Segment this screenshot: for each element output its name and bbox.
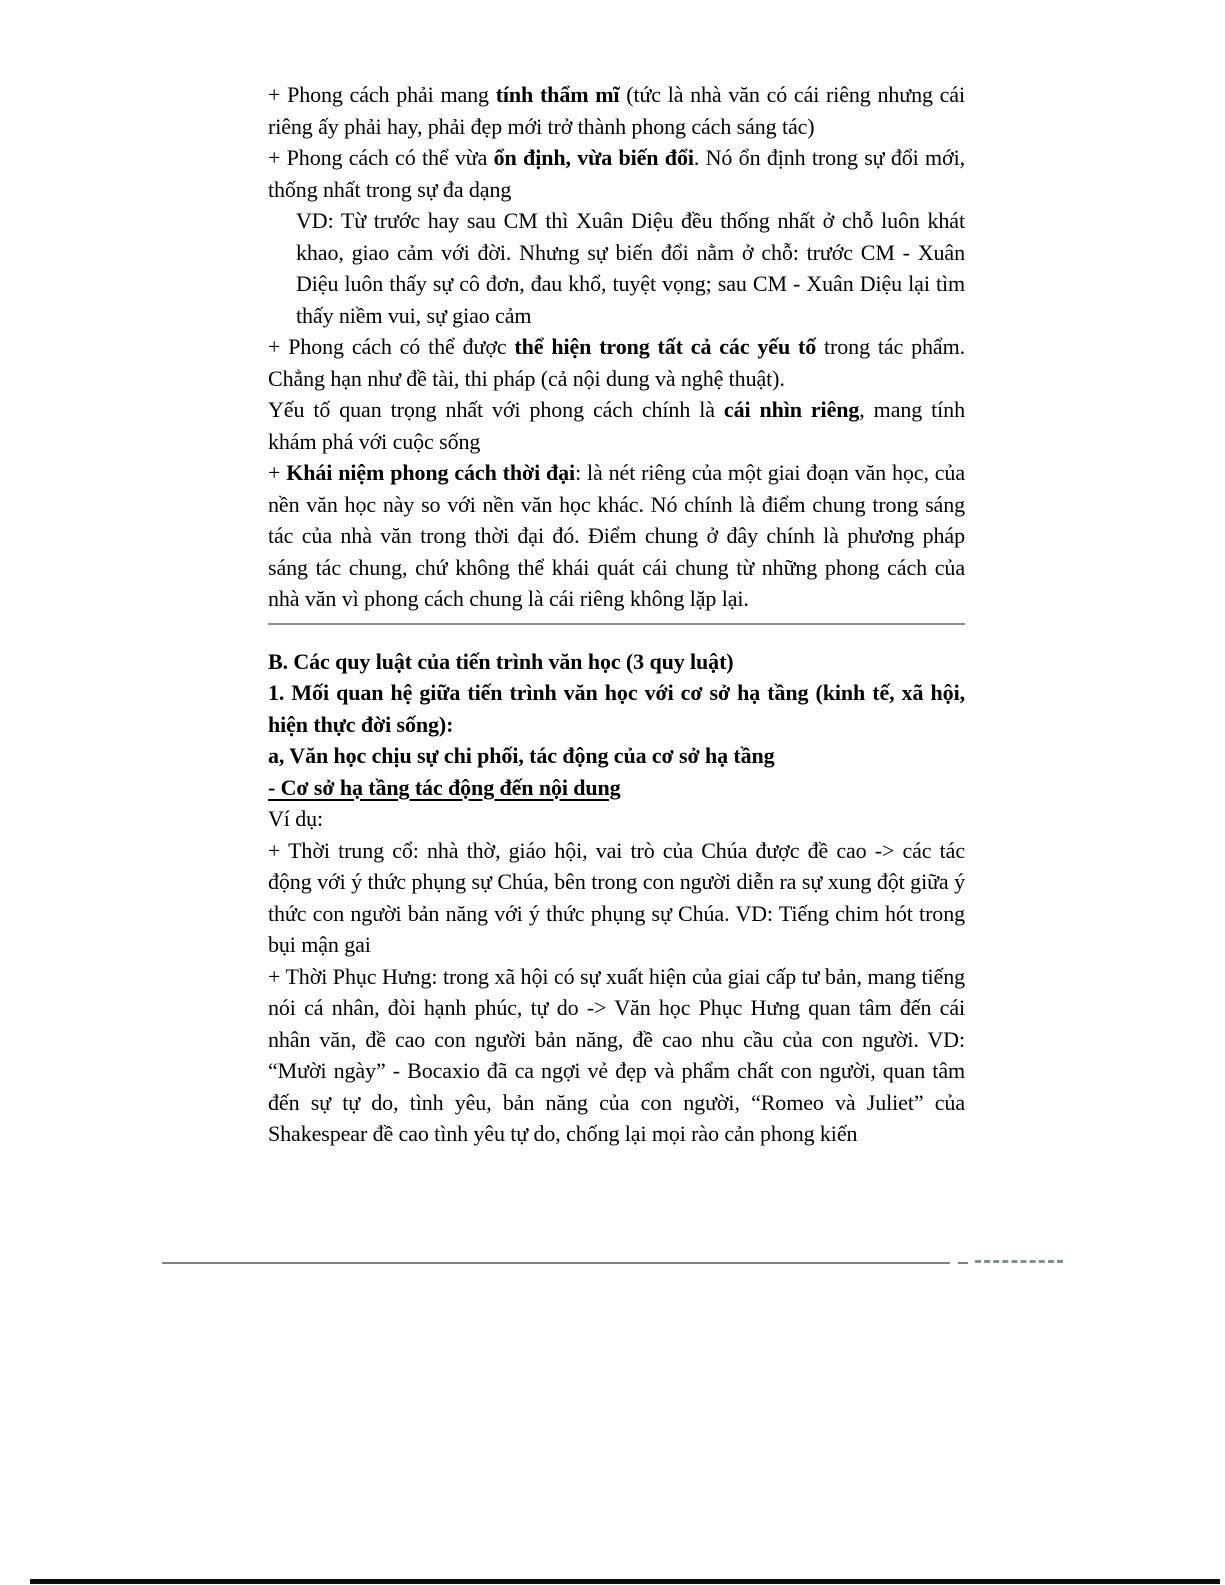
heading-b-quy-luat-tien-trinh: B. Các quy luật của tiến trình văn học (3 quy luật) [268, 648, 734, 674]
paragraph-the-hien-yeu-to: + Phong cách có thể được thể hiện trong tất cả các yếu tố trong tác phẩm. Chẳng hạn như đề tài, thi pháp (cả nội dung và nghệ thuật). [268, 334, 965, 391]
heading-1-moi-quan-he-co-so-ha-tang: 1. Mối quan hệ giữa tiến trình văn học với cơ sở hạ tầng (kinh tế, xã hội, hiện thực đời sống): [268, 680, 965, 737]
paragraph-vd-xuan-dieu: VD: Từ trước hay sau CM thì Xuân Diệu đều thống nhất ở chỗ luôn khát khao, giao cảm với đời. Nhưng sự biến đổi nằm ở chỗ: trước CM - Xuân Diệu luôn thấy sự cô đơn, đau khổ, tuyệt vọng; sau CM - Xuân Diệu lại tìm thấy niềm vui, sự giao cảm [296, 208, 965, 328]
section-divider [268, 623, 965, 625]
heading-a-van-hoc-chiu-chi-phoi: a, Văn học chịu sự chi phối, tác động của cơ sở hạ tầng [268, 743, 775, 768]
page-edge-bar [30, 1579, 1220, 1584]
document-body [268, 79, 965, 1150]
paragraph-thoi-phuc-hung: + Thời Phục Hưng: trong xã hội có sự xuất hiện của giai cấp tư bản, mang tiếng nói cá nhân, đòi hạnh phúc, tự do -> Văn học Phục Hưng quan tâm đến cái nhân văn, đề cao con người bản năng, đề cao nhu cầu của con người. VD: “Mười ngày” - Bocaxio đã ca ngợi vẻ đẹp và phẩm chất con người, quan tâm đến sự tự do, tình yêu, bản năng của con người, “Romeo và Juliet” của Shakespear đề cao tình yêu tự do, chống lại mọi rào cản phong kiến [268, 963, 965, 1146]
footer-rule [162, 1262, 950, 1264]
footer-rule-dash [958, 1262, 968, 1264]
paragraph-on-dinh-bien-doi: + Phong cách có thể vừa ổn định, vừa biến đổi. Nó ổn định trong sự đổi mới, thống nhất trong sự đa dạng [268, 145, 965, 202]
paragraph-cai-nhin-rieng: Yếu tố quan trọng nhất với phong cách chính là cái nhìn riêng, mang tính khám phá với cuộc sống [268, 397, 965, 454]
paragraph-vi-du: Ví dụ: [268, 806, 324, 831]
heading-co-so-ha-tang-tac-dong-noi-dung: - Cơ sở hạ tầng tác động đến nội dung [268, 774, 621, 800]
paragraph-khai-niem-phong-cach-thoi-dai: + Khái niệm phong cách thời đại: là nét riêng của một giai đoạn văn học, của nền văn học này so với nền văn học khác. Nó chính là điểm chung trong sáng tác của nhà văn trong thời đại đó. Điểm chung ở đây chính là phương pháp sáng tác chung, chứ không thể khái quát cái chung từ những phong cách của nhà văn vì phong cách chung là cái riêng không lặp lại. [268, 460, 965, 611]
paragraph-tinh-tham-mi: + Phong cách phải mang tính thẩm mĩ (tức là nhà văn có cái riêng nhưng cái riêng ấy phải hay, phải đẹp mới trở thành phong cách sáng tác) [268, 82, 965, 139]
paragraph-thoi-trung-co: + Thời trung cổ: nhà thờ, giáo hội, vai trò của Chúa được đề cao -> các tác động với ý thức phụng sự Chúa, bên trong con người diễn ra sự xung đột giữa ý thức con người bản năng với ý thức phụng sự Chúa. VD: Tiếng chim hót trong bụi mận gai [268, 837, 965, 957]
footer-rule-dashed-end [975, 1260, 1063, 1263]
